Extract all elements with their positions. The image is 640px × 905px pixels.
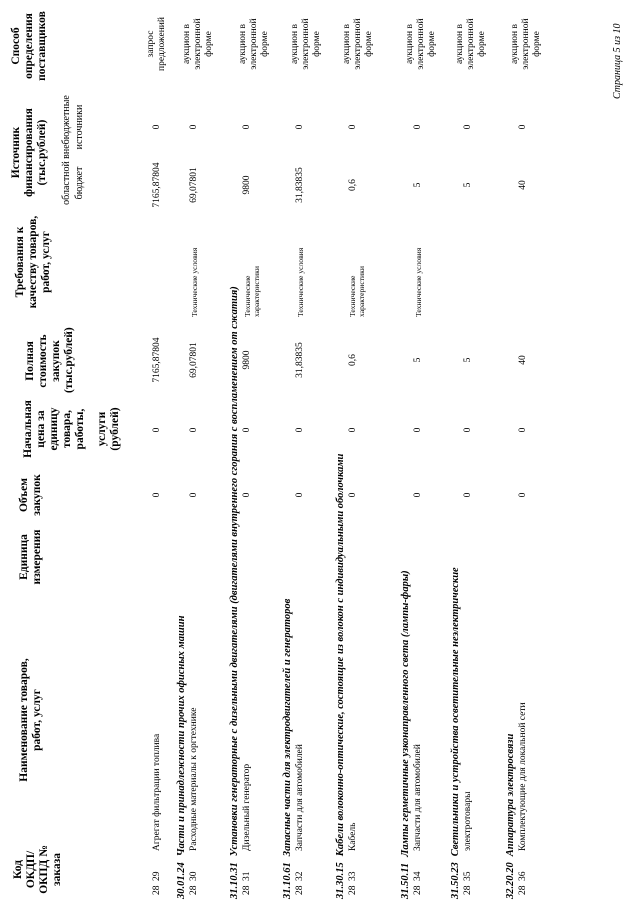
row-source-regional: 5 (413, 182, 423, 188)
row-source-extra: 0 (413, 124, 423, 130)
row-name: Запчасти для автомобилей (413, 744, 423, 851)
row-source-regional: 31,83835 (295, 167, 305, 203)
row-price: 0 (413, 427, 423, 433)
row-n1: 28 (152, 885, 162, 895)
row-n1: 28 (295, 885, 305, 895)
header-source: Источник финансирования (тыс.рублей) (10, 108, 48, 197)
section-heading (400, 570, 412, 899)
row-source-regional: 0,6 (348, 179, 358, 191)
row-n2: 32 (295, 871, 305, 881)
row-volume: 0 (413, 492, 423, 498)
row-source-extra: 0 (242, 124, 252, 130)
row-name: Расходные материалы к оргтехнике (189, 707, 199, 851)
section-code: 31.50.11 (400, 862, 411, 899)
row-n1: 28 (463, 885, 473, 895)
row-cost: 7165,87804 (152, 337, 162, 383)
row-requirements: Технические условия (414, 247, 423, 317)
row-name: Запчасти для автомобилей (295, 744, 305, 851)
page-number: Страница 5 из 10 (612, 23, 623, 99)
section-code: 30.01.24 (176, 862, 187, 899)
section-code: 31.50.23 (450, 862, 461, 899)
row-volume: 0 (152, 492, 162, 498)
row-volume: 0 (242, 492, 252, 498)
header-code: Код ОКДП/ ОКПД № заказа (12, 845, 63, 894)
row-cost: 40 (518, 355, 528, 365)
row-name: Агрегат фильтрации топлива (152, 733, 162, 851)
row-method: аукцион в электронной форме (455, 18, 487, 70)
row-method: аукцион в электронной форме (290, 18, 322, 70)
row-n2: 33 (348, 871, 358, 881)
section-title: Лампы герметичные узконаправленного света (лампы-фары) (400, 570, 411, 857)
row-requirements: Технические характеристики (243, 266, 261, 317)
row-source-regional: 40 (518, 180, 528, 190)
row-volume: 0 (295, 492, 305, 498)
row-requirements: Технические условия (190, 247, 199, 317)
header-unit: Единица измерения (18, 529, 43, 585)
section-code: 31.10.31 (229, 862, 240, 899)
row-method: запрос предложений (146, 17, 167, 71)
header-cost: Полная стоимость закупок (тыс.рублей) (24, 327, 75, 393)
row-price: 0 (463, 427, 473, 433)
row-name: электротовары (463, 791, 473, 851)
row-price: 0 (348, 427, 358, 433)
row-price: 0 (152, 427, 162, 433)
row-n1: 28 (413, 885, 423, 895)
row-name: Кабель (348, 822, 358, 851)
row-method: аукцион в электронной форме (182, 18, 214, 70)
row-n1: 28 (348, 885, 358, 895)
row-source-extra: 0 (518, 124, 528, 130)
row-volume: 0 (189, 492, 199, 498)
row-n1: 28 (242, 885, 252, 895)
row-cost: 0,6 (348, 354, 358, 366)
row-source-regional: 9800 (242, 175, 252, 195)
section-heading (505, 734, 517, 899)
row-volume: 0 (463, 492, 473, 498)
row-price: 0 (518, 427, 528, 433)
section-code: 31.10.61 (282, 862, 293, 899)
row-volume: 0 (518, 492, 528, 498)
section-title: Установки генераторные с дизельными двигателями (двигателями внутреннего сгорания с воспламенением от сжатия) (229, 286, 240, 857)
header-price-a: Начальная цена за единицу товара, работы, (22, 400, 86, 458)
row-source-extra: 0 (348, 124, 358, 130)
row-cost: 9800 (242, 350, 252, 370)
row-requirements: Технические условия (296, 247, 305, 317)
section-code: 31.30.15 (335, 862, 346, 899)
row-price: 0 (242, 427, 252, 433)
row-source-extra: 0 (189, 124, 199, 130)
row-n2: 31 (242, 871, 252, 881)
row-name: Комплектующие для локальной сети (518, 702, 528, 851)
row-source-extra: 0 (463, 124, 473, 130)
row-method: аукцион в электронной форме (342, 18, 374, 70)
row-n2: 35 (463, 871, 473, 881)
section-title: Кабели волоконно-оптические, состоящие из волокон с индивидуальными оболочками (335, 453, 346, 857)
row-source-extra: 0 (152, 124, 162, 130)
row-price: 0 (295, 427, 305, 433)
row-method: аукцион в электронной форме (238, 18, 270, 70)
header-source-regional: областной бюджет (61, 161, 85, 205)
section-title: Запасные части для электродвигателей и генераторов (282, 598, 293, 857)
row-cost: 5 (463, 357, 473, 363)
row-source-regional: 5 (463, 182, 473, 188)
section-title: Части и принадлежности прочих офисных машин (176, 615, 187, 857)
row-cost: 5 (413, 357, 423, 363)
row-n1: 28 (518, 885, 528, 895)
row-n2: 34 (413, 871, 423, 881)
row-source-regional: 7165,87804 (152, 162, 162, 208)
section-heading (450, 567, 462, 899)
row-cost: 31,83835 (295, 342, 305, 378)
row-n1: 28 (189, 885, 199, 895)
header-requirements: Требования к качеству товаров, работ, услуг (14, 215, 52, 309)
row-n2: 29 (152, 871, 162, 881)
row-source-extra: 0 (295, 124, 305, 130)
row-n2: 30 (189, 871, 199, 881)
row-name: Дизельный генератор (242, 763, 252, 851)
header-price-b: услуги (рублей) (96, 407, 121, 451)
row-cost: 69,07801 (189, 342, 199, 378)
header-source-extra: внебюджетные источники (61, 95, 85, 159)
row-source-regional: 69,07801 (189, 167, 199, 203)
row-method: аукцион в электронной форме (510, 18, 542, 70)
section-heading (282, 599, 294, 899)
row-method: аукцион в электронной форме (405, 18, 437, 70)
row-price: 0 (189, 427, 199, 433)
header-volume: Объем закупок (18, 474, 43, 516)
row-n2: 36 (518, 871, 528, 881)
section-heading (176, 616, 188, 899)
section-title: Светильники и устройства осветительные неэлектрические (450, 567, 461, 857)
row-volume: 0 (348, 492, 358, 498)
header-name: Наименование товаров, работ, услуг (18, 658, 43, 782)
row-requirements: Технические характеристики (348, 266, 366, 317)
section-heading (335, 454, 347, 899)
header-method: Способ определения поставщиков (10, 11, 48, 81)
section-title: Аппаратура электросвязи (505, 733, 516, 857)
section-heading (229, 286, 241, 899)
section-code: 32.20.20 (505, 862, 516, 899)
